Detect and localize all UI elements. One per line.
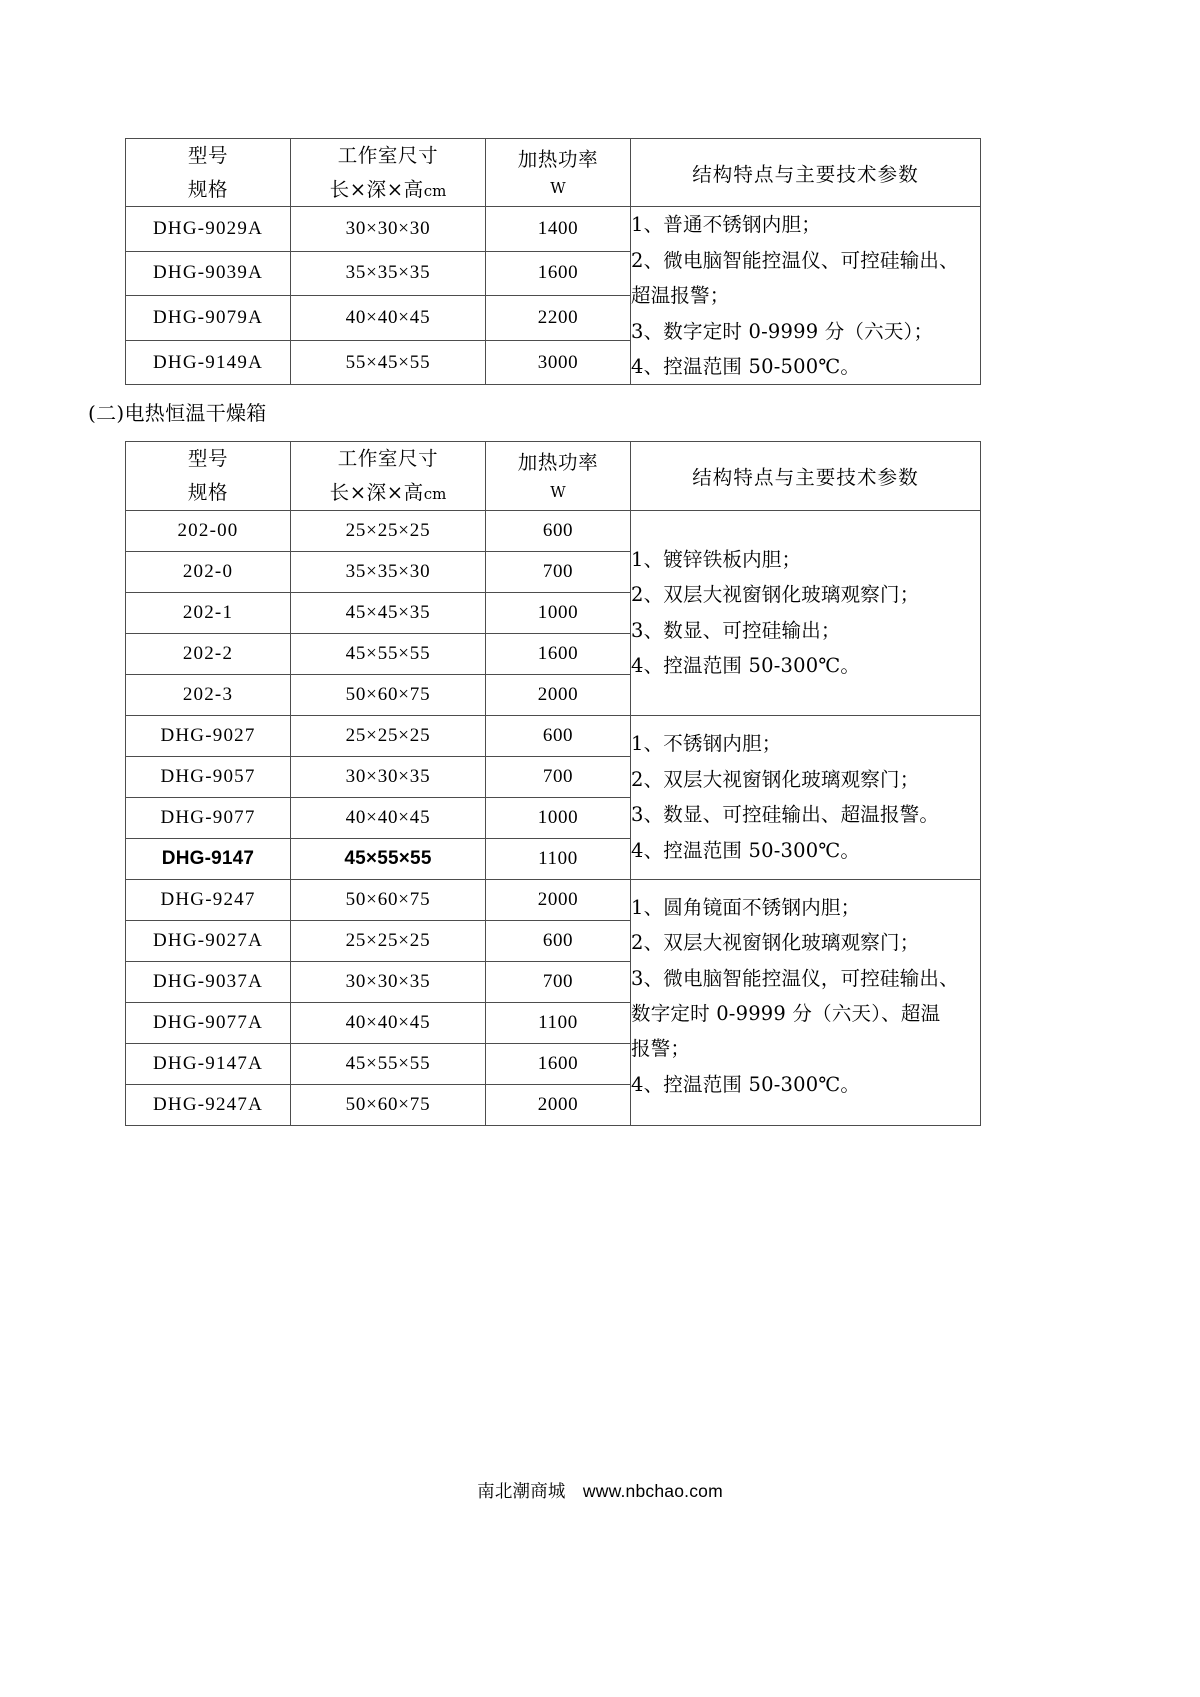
cell-dimension: 25×25×25 [291,510,486,551]
header-dimension [291,139,486,207]
cell-model: DHG-9149A [126,340,291,385]
cell-power: 2000 [486,1084,631,1125]
cell-model: DHG-9247A [126,1084,291,1125]
description-line: 1、圆角镜面不锈钢内胆； [631,895,861,919]
header-dimension-line1: 工作室尺寸 [337,144,439,167]
cell-dimension: 35×35×30 [291,551,486,592]
cell-dimension: 25×25×25 [291,920,486,961]
header-power [486,442,631,510]
cell-model: DHG-9037A [126,961,291,1002]
description-line: 4、控温范围 50-500℃。 [631,355,861,378]
header-dimension [291,442,486,510]
table-row [126,715,981,756]
cell-model: 202-3 [126,674,291,715]
cell-dimension: 45×45×35 [291,592,486,633]
cell-description-group-1 [631,207,981,385]
cell-model: DHG-9029A [126,207,291,252]
cell-description-group-2 [631,715,981,879]
table1-wrapper [0,0,1200,385]
header-model-line2: 规格 [187,481,229,505]
description-line: 数字定时 0-9999 分（六天）、超温 [631,1002,941,1025]
table-row [126,207,981,252]
cell-dimension: 40×40×45 [291,296,486,341]
header-power [486,139,631,207]
header-model-line2: 规格 [187,177,229,201]
cell-dimension: 45×55×55 [291,838,486,879]
cell-model: 202-2 [126,633,291,674]
spec-table-2 [125,441,981,1125]
header-description: 结构特点与主要技术参数 [631,139,981,207]
cell-model: DHG-9077A [126,1002,291,1043]
header-power-unit: W [550,179,566,198]
cell-power: 1600 [486,251,631,296]
cell-power: 3000 [486,340,631,385]
cell-dimension: 30×30×35 [291,961,486,1002]
cell-dimension: 35×35×35 [291,251,486,296]
description-line: 4、控温范围 50-300℃。 [631,1072,861,1096]
cell-model: DHG-9077 [126,797,291,838]
spec-table-1 [125,138,981,385]
cell-model: 202-1 [126,592,291,633]
cell-model: DHG-9057 [126,756,291,797]
cell-power: 700 [486,551,631,592]
cell-model: DHG-9147 [126,838,291,879]
cell-dimension: 40×40×45 [291,1002,486,1043]
cell-power: 1100 [486,1002,631,1043]
cell-description-group-1 [631,510,981,715]
description-line: 3、微电脑智能控温仪，可控硅输出、 [631,966,959,990]
cell-power: 1000 [486,592,631,633]
cell-power: 1400 [486,207,631,252]
header-model-line1: 型号 [187,447,229,471]
cell-model: DHG-9027 [126,715,291,756]
description-line: 2、双层大视窗钢化玻璃观察门； [631,583,920,607]
cell-dimension: 30×30×30 [291,207,486,252]
description-line: 1、镀锌铁板内胆； [631,547,802,571]
cell-power: 2000 [486,674,631,715]
cell-dimension: 45×55×55 [291,1043,486,1084]
cell-power: 600 [486,510,631,551]
header-power-unit: W [550,482,566,501]
cell-model: DHG-9247 [126,879,291,920]
cell-power: 1100 [486,838,631,879]
cell-dimension: 45×55×55 [291,633,486,674]
cell-model: DHG-9147A [126,1043,291,1084]
cell-dimension: 50×60×75 [291,879,486,920]
header-dimension-unit: cm [423,485,447,504]
header-model [126,442,291,510]
cell-power: 2200 [486,296,631,341]
cell-model: 202-0 [126,551,291,592]
cell-model: DHG-9027A [126,920,291,961]
footer-brand: 南北潮商城 [477,1482,566,1502]
description-line: 1、普通不锈钢内胆； [631,213,821,237]
cell-power: 1600 [486,633,631,674]
table-row [126,879,981,920]
description-line: 3、数字定时 0-9999 分（六天）； [631,319,934,343]
header-model-line1: 型号 [187,144,229,167]
header-dimension-line1: 工作室尺寸 [337,447,439,471]
cell-power: 1000 [486,797,631,838]
cell-dimension: 50×60×75 [291,1084,486,1125]
description-line: 4、控温范围 50-300℃。 [631,654,861,678]
cell-dimension: 40×40×45 [291,797,486,838]
table-row [126,510,981,551]
description-line: 4、控温范围 50-300℃。 [631,838,861,862]
section-title-2: (二)电热恒温干燥箱 [88,401,267,426]
description-line: 2、双层大视窗钢化玻璃观察门； [631,931,920,955]
cell-dimension: 30×30×35 [291,756,486,797]
description-line: 2、双层大视窗钢化玻璃观察门； [631,767,920,791]
table-header-row [126,442,981,510]
cell-power: 1600 [486,1043,631,1084]
cell-dimension: 50×60×75 [291,674,486,715]
description-line: 1、不锈钢内胆； [631,732,782,756]
header-power-line1: 加热功率 [517,147,599,171]
cell-power: 600 [486,715,631,756]
description-line: 报警； [631,1037,691,1061]
cell-power: 700 [486,756,631,797]
cell-model: 202-00 [126,510,291,551]
header-model [126,139,291,207]
cell-dimension: 25×25×25 [291,715,486,756]
cell-model: DHG-9039A [126,251,291,296]
table-header-row [126,139,981,207]
description-line: 3、数显、可控硅输出、超温报警。 [631,803,940,827]
header-dimension-line2: 长×深×高cm [329,177,447,201]
header-description: 结构特点与主要技术参数 [631,442,981,510]
description-line: 超温报警； [631,284,730,308]
page-footer [0,1478,1200,1503]
description-line: 3、数显、可控硅输出； [631,618,841,642]
cell-power: 600 [486,920,631,961]
header-dimension-line2: 长×深×高cm [329,481,447,505]
footer-website: www.nbchao.com [582,1481,723,1501]
cell-power: 700 [486,961,631,1002]
description-line: 2、微电脑智能控温仪、可控硅输出、 [631,248,959,272]
cell-power: 2000 [486,879,631,920]
cell-dimension: 55×45×55 [291,340,486,385]
cell-model: DHG-9079A [126,296,291,341]
cell-description-group-3 [631,879,981,1125]
header-power-line1: 加热功率 [517,451,599,475]
header-dimension-unit: cm [423,181,447,200]
